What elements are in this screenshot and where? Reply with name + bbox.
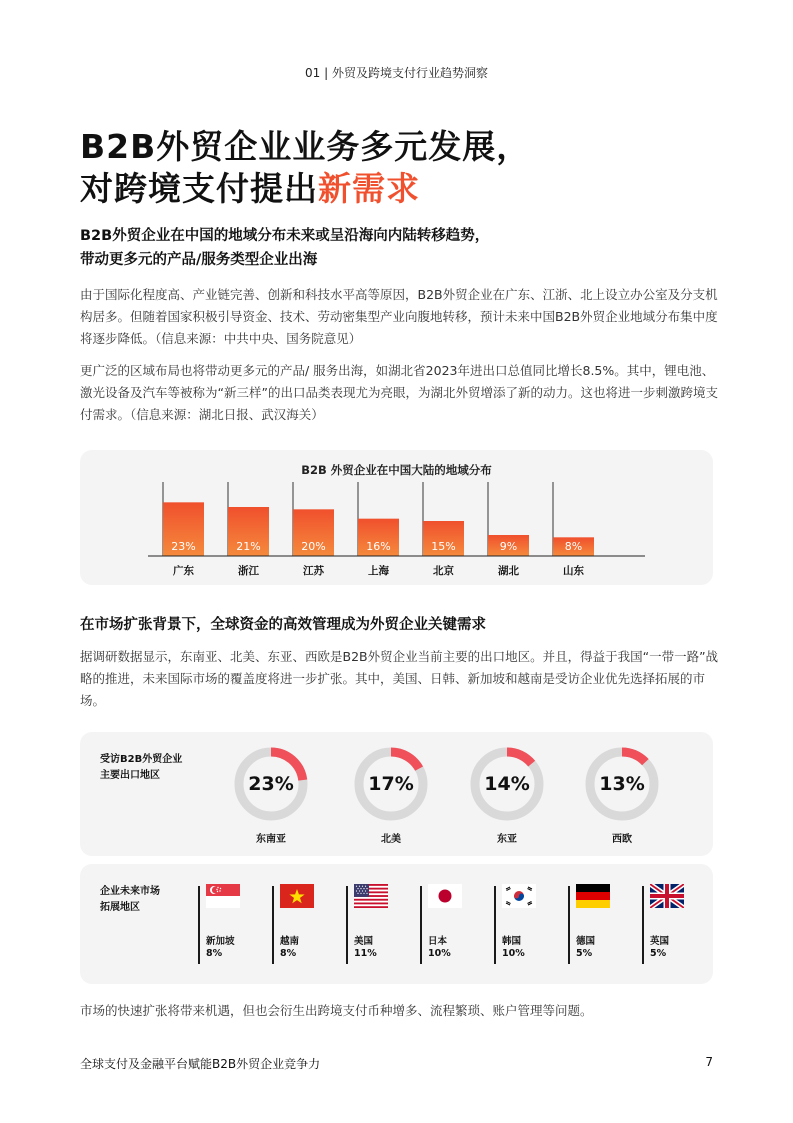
- current-regions-label-line-1: 受访B2B外贸企业: [100, 754, 183, 765]
- current-regions-label-line-2: 主要出口地区: [100, 770, 160, 781]
- future-markets-label-line-2: 拓展地区: [100, 902, 140, 913]
- title-line-1: B2B外贸企业业务多元发展，: [80, 127, 531, 166]
- future-markets-label-line-1: 企业未来市场: [100, 886, 160, 897]
- current-regions-label: [100, 752, 182, 784]
- market-country-name: 新加坡: [206, 936, 235, 947]
- bar-value-label: 15%: [431, 540, 456, 553]
- market-share-value: 8%: [206, 948, 223, 959]
- market-item: [198, 884, 258, 974]
- title-line-2-prefix: 对跨境支付提出: [80, 169, 318, 208]
- footer-title: 全球支付及金融平台赋能B2B外贸企业竞争力: [80, 1057, 321, 1071]
- section1-heading-line-2: 带动更多元的产品/服务类型企业出海: [80, 252, 318, 268]
- market-item: [346, 884, 406, 974]
- current-export-regions-panel: [80, 732, 713, 856]
- market-stem-line: [346, 886, 348, 964]
- market-stem-line: [198, 886, 200, 964]
- market-item: [568, 884, 628, 974]
- market-stem-line: [420, 886, 422, 964]
- uk-flag-icon: [650, 884, 684, 908]
- usa-flag-icon: [354, 884, 388, 908]
- section1-paragraph-2: 更广泛的区域布局也将带动更多元的产品/ 服务出海，如湖北省2023年进出口总值同比增长8.5%。其中，锂电池、激光设备及汽车等被称为“新三样”的出口品类表现尤为亮眼，为湖北外贸增添了新的动力。这也将进一步刺激跨境支付需求。（信息来源：湖北日报、武汉海关）: [80, 363, 718, 422]
- donut-region-name: 东亚: [497, 834, 517, 845]
- market-stem-line: [494, 886, 496, 964]
- bar-value-label: 21%: [236, 540, 261, 553]
- market-item: [272, 884, 332, 974]
- market-stem-line: [568, 886, 570, 964]
- market-share-value: 10%: [428, 948, 451, 959]
- market-stem-line: [642, 886, 644, 964]
- donut-region-name: 东南亚: [256, 834, 286, 845]
- section2-heading: 在市场扩张背景下，全球资金的高效管理成为外贸企业关键需求: [80, 617, 486, 633]
- donut-percent: 23%: [248, 773, 294, 795]
- donut-percent: 13%: [599, 773, 645, 795]
- future-markets-panel: [80, 864, 713, 984]
- donut-item: [351, 744, 431, 854]
- category-tick-label: 上海: [368, 565, 389, 577]
- section1-heading: [80, 224, 489, 272]
- closing-paragraph: 市场的快速扩张将带来机遇，但也会衍生出跨境支付币种增多、流程繁琐、账户管理等问题。: [80, 1003, 593, 1018]
- donut-percent: 17%: [368, 773, 414, 795]
- category-tick-label: 山东: [563, 565, 584, 577]
- market-country-name: 韩国: [502, 936, 522, 947]
- bar-value-label: 23%: [171, 540, 196, 553]
- market-share-value: 10%: [502, 948, 525, 959]
- market-item: [420, 884, 480, 974]
- donut-region-name: 西欧: [612, 834, 632, 845]
- bar-value-label: 16%: [366, 540, 391, 553]
- singapore-flag-icon: [206, 884, 240, 908]
- donut-item: [231, 744, 311, 854]
- bar-chart: [80, 450, 713, 585]
- category-tick-label: 浙江: [238, 565, 259, 577]
- category-tick-label: 湖北: [498, 565, 519, 577]
- running-header: 01 | 外贸及跨境支付行业趋势洞察: [305, 66, 488, 80]
- market-share-value: 5%: [650, 948, 667, 959]
- japan-flag-icon: [428, 884, 462, 908]
- vietnam-flag-icon: [280, 884, 314, 908]
- donut-item: [467, 744, 547, 854]
- market-share-value: 11%: [354, 948, 377, 959]
- market-share-value: 8%: [280, 948, 297, 959]
- donut-region-name: 北美: [381, 834, 401, 845]
- market-share-value: 5%: [576, 948, 593, 959]
- section2-paragraph: 据调研数据显示，东南亚、北美、东亚、西欧是B2B外贸企业当前主要的出口地区。并且，得益于我国“一带一路”战略的推进，未来国际市场的覆盖度将进一步扩张。其中，美国、日韩、新加坡和越南是受访企业优先选择拓展的市场。: [80, 649, 719, 708]
- bar-value-label: 8%: [564, 540, 583, 553]
- section1-paragraph-1: 由于国际化程度高、产业链完善、创新和科技水平高等原因，B2B外贸企业在广东、江浙、北上设立办公室及分支机构居多。但随着国家积极引导资金、技术、劳动密集型产业向腹地转移，预计未来中国B2B外贸企业地域分布集中度将逐步降低。（信息来源：中共中央、国务院意见）: [80, 287, 718, 346]
- market-item: [642, 884, 702, 974]
- market-stem-line: [272, 886, 274, 964]
- regional-distribution-chart-panel: [80, 450, 713, 585]
- donut-item: [582, 744, 662, 854]
- chart-title: B2B 外贸企业在中国大陆的地域分布: [301, 463, 492, 477]
- market-country-name: 越南: [280, 936, 300, 947]
- category-tick-label: 广东: [173, 565, 194, 577]
- category-tick-label: 北京: [433, 565, 454, 577]
- page-number: 7: [705, 1055, 713, 1069]
- title-accent: 新需求: [318, 169, 420, 208]
- market-country-name: 德国: [576, 936, 596, 947]
- korea-flag-icon: [502, 884, 536, 908]
- market-country-name: 英国: [650, 936, 670, 947]
- donut-percent: 14%: [484, 773, 530, 795]
- category-tick-label: 江苏: [303, 565, 324, 577]
- future-markets-label: [100, 884, 160, 916]
- page-title: [80, 126, 530, 210]
- germany-flag-icon: [576, 884, 610, 908]
- bar-value-label: 9%: [499, 540, 518, 553]
- market-country-name: 美国: [354, 936, 374, 947]
- market-item: [494, 884, 554, 974]
- section1-heading-line-1: B2B外贸企业在中国的地域分布未来或呈沿海向内陆转移趋势，: [80, 228, 490, 244]
- market-country-name: 日本: [428, 936, 448, 947]
- bar-value-label: 20%: [301, 540, 326, 553]
- title-line-2: [80, 168, 530, 210]
